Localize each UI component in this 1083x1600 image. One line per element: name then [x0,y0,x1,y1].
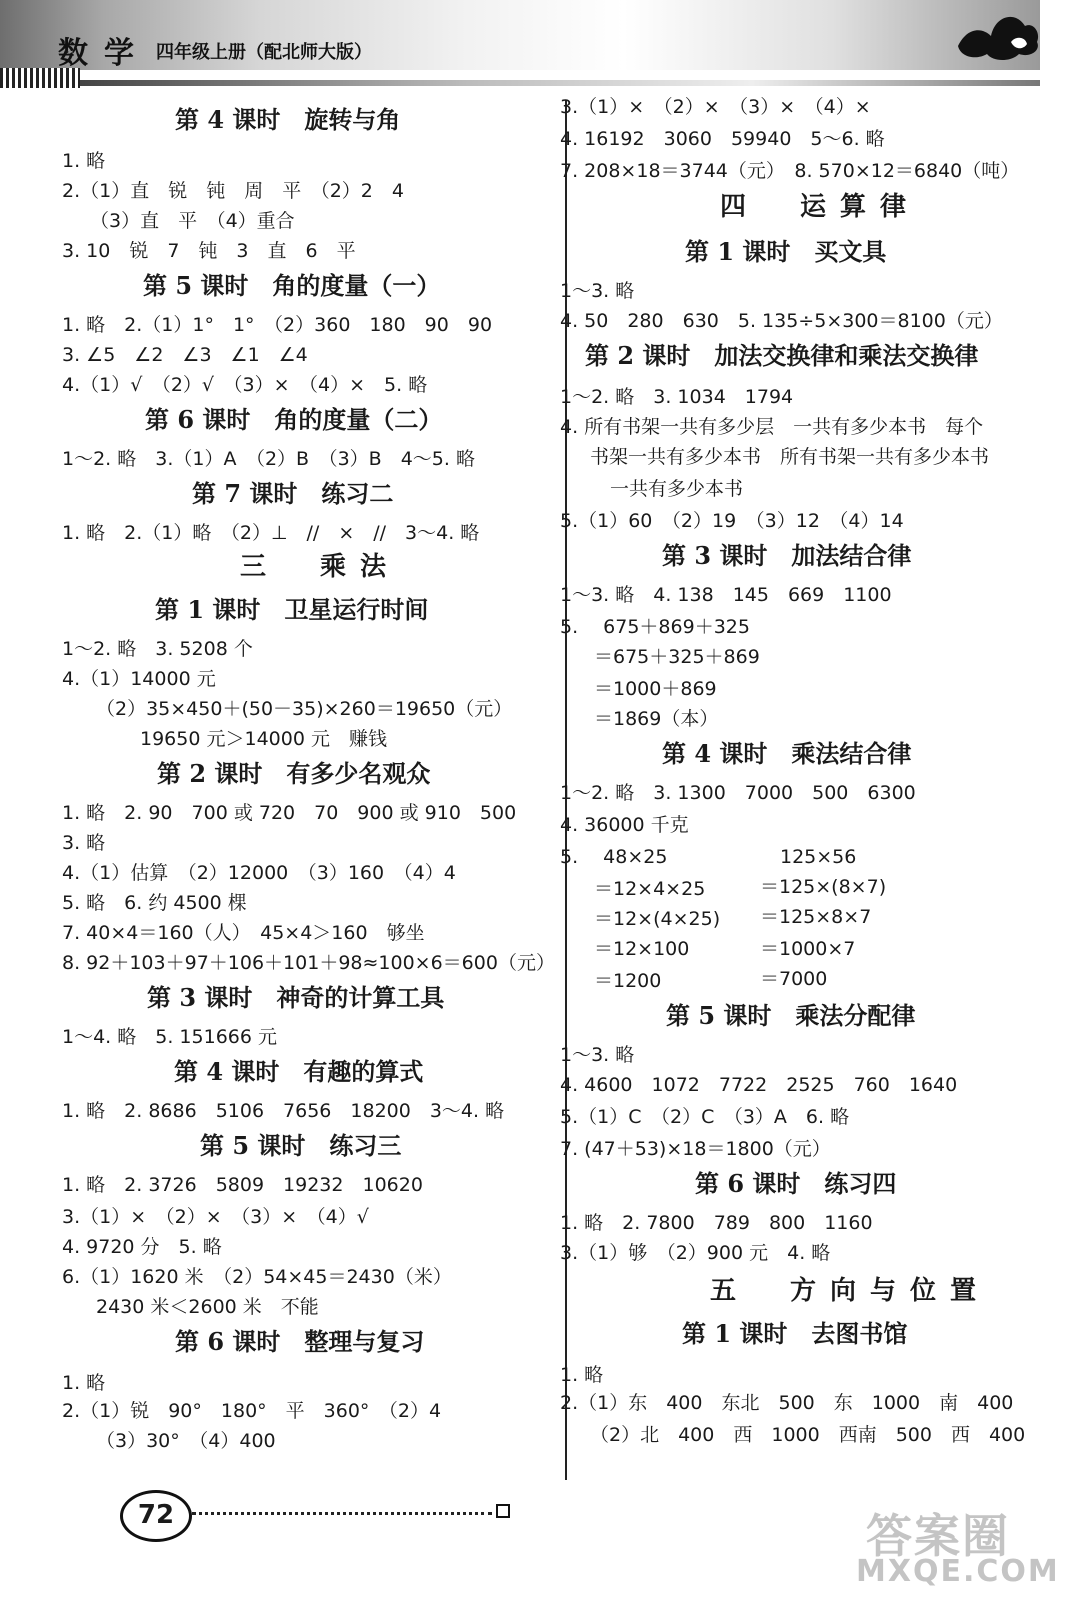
answer-line: 1～2. 略 3. 1034 1794 [560,386,794,408]
lesson-heading: 第 5 课时 角的度量（一） [143,271,441,300]
header-rule [80,80,1040,86]
square-marker-icon [496,1504,510,1518]
answer-line: 3.（1）× （2）× （3）× （4）√ [62,1206,369,1228]
lesson-heading: 第 3 课时 神奇的计算工具 [147,983,445,1012]
answer-line: 4. 9720 分 5. 略 [62,1236,222,1258]
answer-line: 5. 675＋869＋325 [560,616,750,638]
page-number: 72 [120,1490,192,1542]
answer-line: 4. 4600 1072 7722 2525 760 1640 [560,1074,958,1096]
answer-line: 7. 40×4＝160（人） 45×4＞160 够坐 [62,922,425,944]
answer-line: 3. ∠5 ∠2 ∠3 ∠1 ∠4 [62,344,308,366]
answer-line: 3. 略 [62,832,106,854]
answer-line: 4. 所有书架一共有多少层 一共有多少本书 每个 [560,416,984,438]
answer-line: 5. 48×25 [560,846,668,868]
answer-line: 125×56 [780,846,857,868]
answer-line: 1. 略 2. 90 700 或 720 70 900 或 910 500 [62,802,517,824]
lesson-heading: 第 2 课时 有多少名观众 [157,759,431,788]
answer-line: 5.（1）60 （2）19 （3）12 （4）14 [560,510,904,532]
unit-heading: 三 乘法 [240,552,401,582]
answer-line: 3. 10 锐 7 钝 3 直 6 平 [62,240,356,262]
lesson-heading: 第 1 课时 卫星运行时间 [155,595,429,624]
answer-line: 6.（1）1620 米 （2）54×45＝2430（米） [62,1266,452,1288]
answer-line: 1. 略 2.（1）略 （2）⊥ // × // 3～4. 略 [62,522,480,544]
answer-line: 1. 略 2. 3726 5809 19232 10620 [62,1174,423,1196]
answer-line: 1. 略 2.（1）1° 1° （2）360 180 90 90 [62,314,493,336]
watermark-logo-text: 答案圈 [866,1509,1010,1563]
answer-line: 2.（1）直 锐 钝 周 平 （2）2 4 [62,180,404,202]
answer-line: 19650 元＞14000 元 赚钱 [140,728,387,750]
answer-line: 1. 略 [62,1372,106,1394]
answer-line: 2.（1）锐 90° 180° 平 360° （2）4 [62,1400,442,1422]
answer-line: ＝125×(8×7) [760,876,887,898]
page-header [0,0,1083,90]
lesson-heading: 第 5 课时 乘法分配律 [666,1001,916,1030]
answer-line: 1. 略 [62,150,106,172]
lesson-heading: 第 1 课时 买文具 [685,237,887,266]
answer-line: 1～3. 略 4. 138 145 669 1100 [560,584,892,606]
answer-line: 一共有多少本书 [610,478,744,500]
answer-line: （2）35×450＋(50－35)×260＝19650（元） [96,698,513,720]
lesson-heading: 第 2 课时 加法交换律和乘法交换律 [585,341,979,370]
watermark-url: MXQE.COM [856,1554,1060,1589]
answer-line: （2）北 400 西 1000 西南 500 西 400 [590,1424,1026,1446]
answer-line: 7. (47＋53)×18＝1800（元） [560,1138,831,1160]
answer-line: 1～4. 略 5. 151666 元 [62,1026,277,1048]
unit-heading: 五 方向与位置 [710,1276,991,1306]
answer-line: 1. 略 [560,1364,604,1386]
answer-line: ＝1000＋869 [594,678,717,700]
answer-line: 7. 208×18＝3744（元） 8. 570×12＝6840（吨） [560,160,1020,182]
answer-line: 1. 略 2. 8686 5106 7656 18200 3～4. 略 [62,1100,505,1122]
answer-line: 1～2. 略 3. 1300 7000 500 6300 [560,782,916,804]
watermark [856,1500,1066,1590]
lesson-heading: 第 7 课时 练习二 [192,479,394,508]
answer-line: 5. 略 6. 约 4500 棵 [62,892,247,914]
unit-heading: 四 运算律 [720,192,921,222]
lesson-heading: 第 4 课时 乘法结合律 [662,739,912,768]
answer-line: 1～2. 略 3.（1）A （2）B （3）B 4～5. 略 [62,448,475,470]
answer-line: 1. 略 2. 7800 789 800 1160 [560,1212,873,1234]
lesson-heading: 第 1 课时 去图书馆 [682,1319,908,1348]
answer-line: 书架一共有多少本书 所有书架一共有多少本书 [590,446,990,468]
lesson-heading: 第 3 课时 加法结合律 [662,541,912,570]
grade-label: 四年级上册（配北师大版） [156,42,372,63]
answer-line: 8. 92＋103＋97＋106＋101＋98≈100×6＝600（元） [62,952,555,974]
lesson-heading: 第 5 课时 练习三 [200,1131,402,1160]
answer-line: 4.（1）估算 （2）12000 （3）160 （4）4 [62,862,456,884]
answer-line: 4.（1）14000 元 [62,668,216,690]
subject-title: 数学 [58,36,150,71]
lesson-heading: 第 6 课时 练习四 [695,1169,897,1198]
page-footer [0,1490,1083,1600]
answer-line: 4. 16192 3060 59940 5～6. 略 [560,128,885,150]
cloud-logo-icon [953,6,1043,66]
answer-line: 4. 50 280 630 5. 135÷5×300＝8100（元） [560,310,1003,332]
dotted-leader [192,1512,492,1515]
answer-line: ＝125×8×7 [760,906,872,928]
answer-line: （3）30° （4）400 [96,1430,276,1452]
answer-line: 4. 36000 千克 [560,814,689,836]
answer-line: 1～3. 略 [560,1044,635,1066]
lesson-heading: 第 4 课时 旋转与角 [175,105,401,134]
answer-line: ＝675＋325＋869 [594,646,760,668]
lesson-heading: 第 6 课时 整理与复习 [175,1327,425,1356]
answer-line: 3.（1）× （2）× （3）× （4）× [560,96,871,118]
answer-line: 2430 米＜2600 米 不能 [96,1296,319,1318]
answer-line: （3）直 平 （4）重合 [90,210,295,232]
answer-line: 1～3. 略 [560,280,635,302]
answer-line: 5.（1）C （2）C （3）A 6. 略 [560,1106,850,1128]
answer-line: ＝1200 [594,970,662,992]
lesson-heading: 第 4 课时 有趣的算式 [174,1057,424,1086]
answer-line: ＝1869（本） [594,708,719,730]
answer-line: ＝12×(4×25) [594,908,721,930]
answer-line: ＝7000 [760,968,828,990]
answer-line: ＝1000×7 [760,938,856,960]
answer-line: 2.（1）东 400 东北 500 东 1000 南 400 [560,1392,1014,1414]
answer-line: 3.（1）够 （2）900 元 4. 略 [560,1242,831,1264]
answer-line: 4.（1）√ （2）√ （3）× （4）× 5. 略 [62,374,428,396]
answer-line: 1～2. 略 3. 5208 个 [62,638,253,660]
lesson-heading: 第 6 课时 角的度量（二） [145,405,443,434]
answer-line: ＝12×100 [594,938,690,960]
answer-line: ＝12×4×25 [594,878,706,900]
